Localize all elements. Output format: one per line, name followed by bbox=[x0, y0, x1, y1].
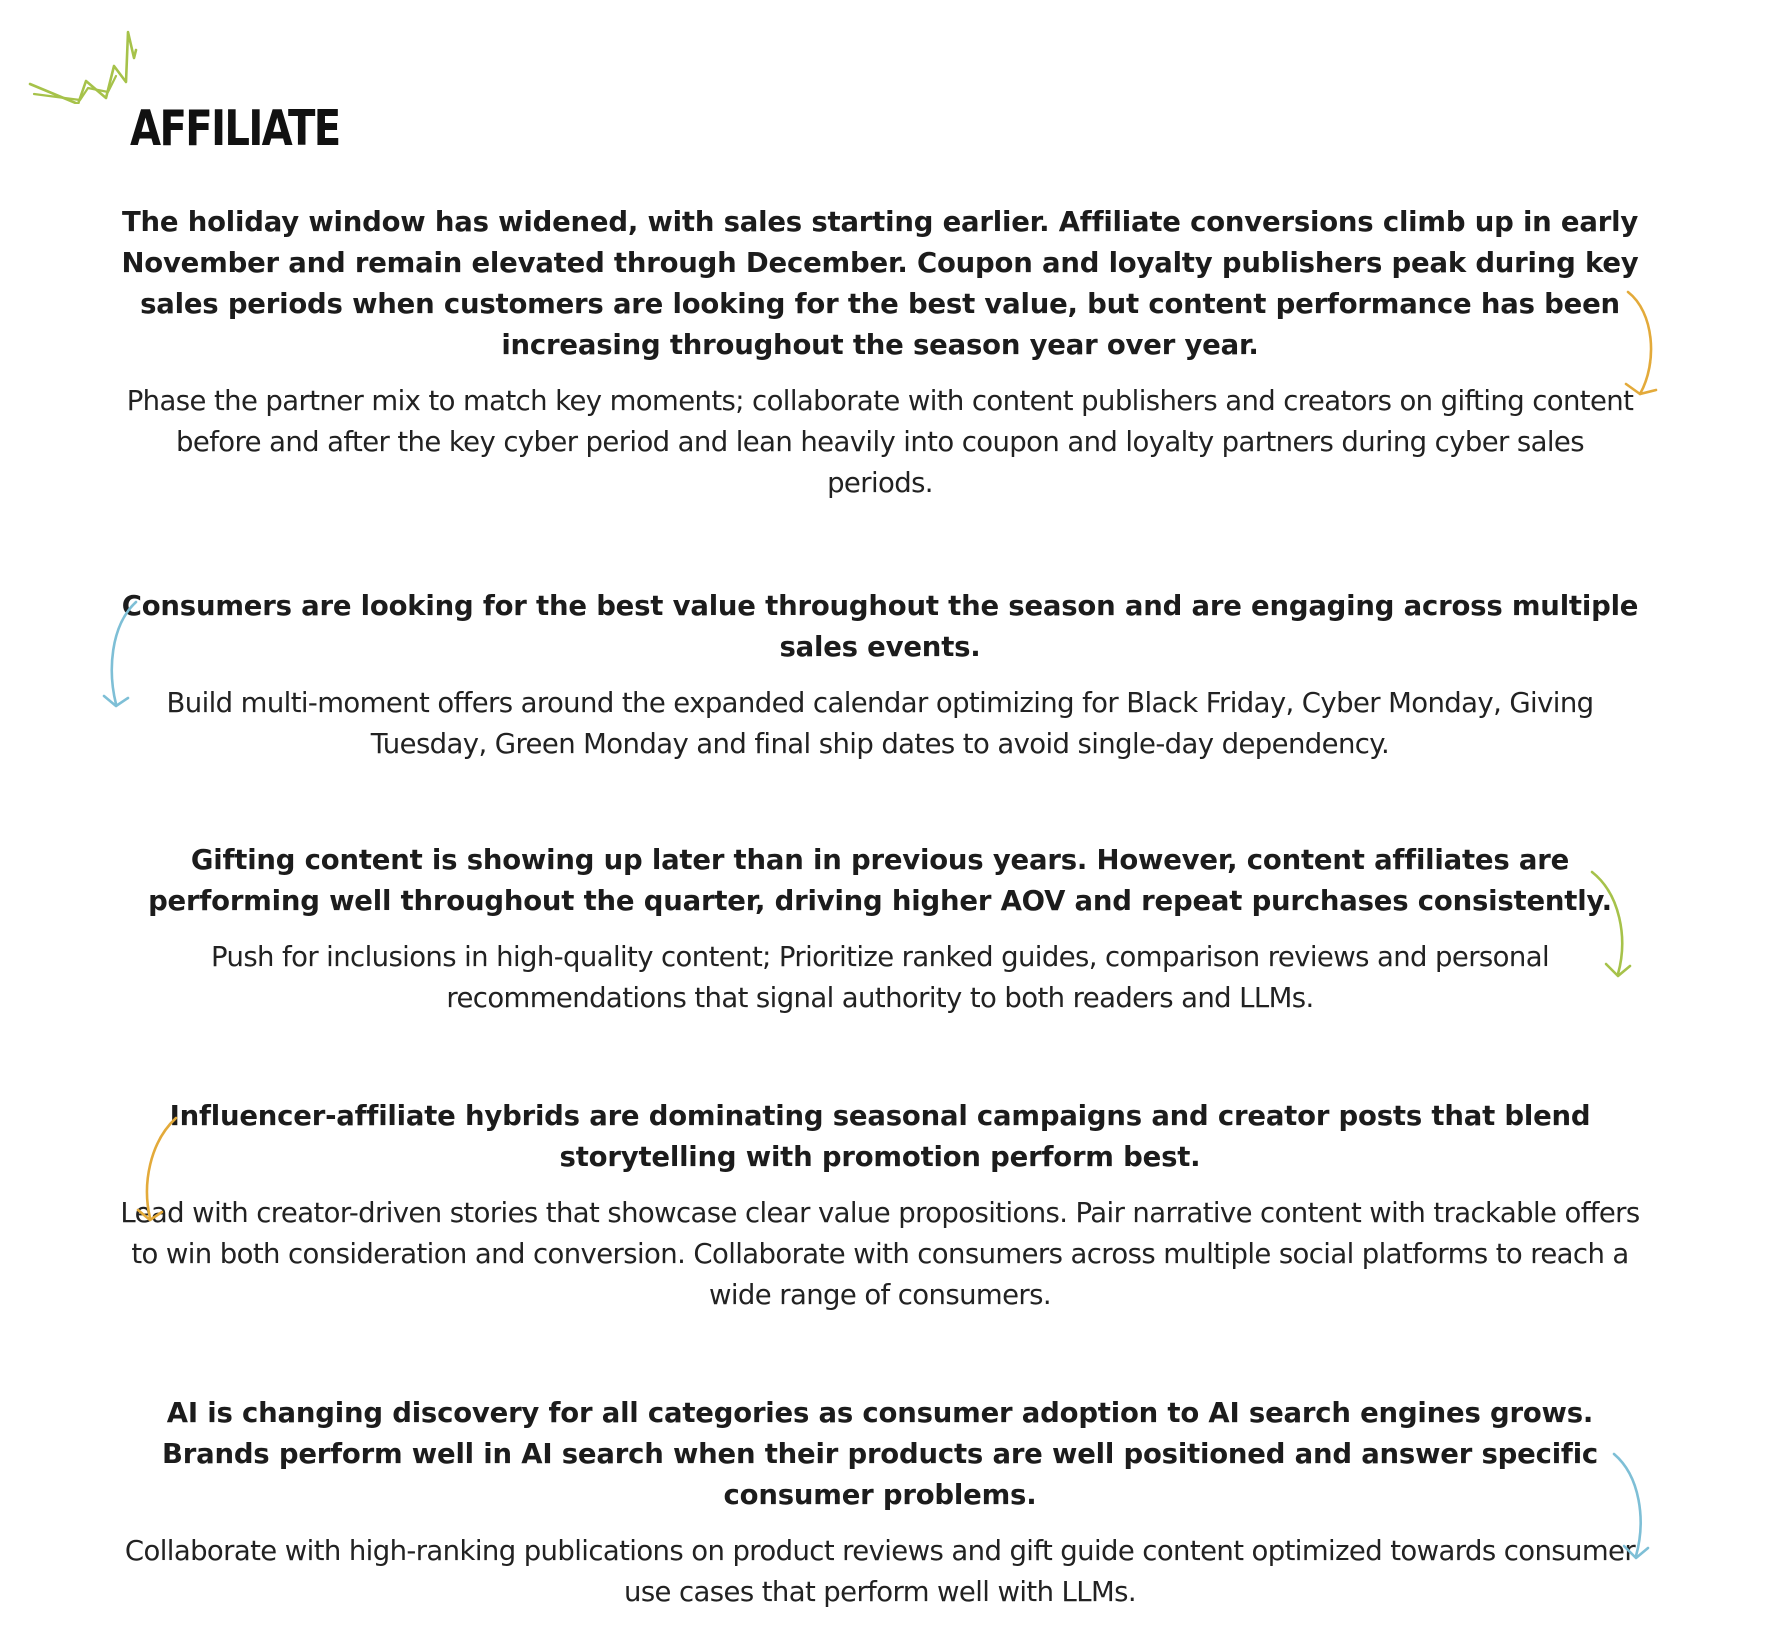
insight-recommendation: Lead with creator-driven stories that showcase clear value propositions. Pair narrative content with trackable offers to win both consideration and conversion. Collaborate with consumers across multiple social platforms to reach a wide range of consumers. bbox=[120, 1197, 1640, 1311]
curved-arrow-icon bbox=[134, 1112, 186, 1230]
insight-section-2 bbox=[120, 586, 1640, 765]
curved-arrow-icon bbox=[1618, 286, 1670, 406]
insight-recommendation: Build multi-moment offers around the expanded calendar optimizing for Black Friday, Cyber Monday, Giving Tuesday, Green Monday and final ship dates to avoid single-day dependency. bbox=[166, 687, 1594, 760]
insight-recommendation: Phase the partner mix to match key moments; collaborate with content publishers and creators on gifting content before and after the key cyber period and lean heavily into coupon and loyalty partners during cyber sales periods. bbox=[126, 385, 1634, 499]
insight-headline: Gifting content is showing up later than in previous years. However, content affiliates are performing well throughout the quarter, driving higher AOV and repeat purchases consistently. bbox=[148, 844, 1612, 917]
insight-headline: AI is changing discovery for all categories as consumer adoption to AI search engines grows. Brands perform well in AI search when their products are well positioned and answer specific consumer problems. bbox=[161, 1397, 1599, 1511]
page-title: AFFILIATE bbox=[130, 100, 340, 157]
insight-recommendation: Push for inclusions in high-quality content; Prioritize ranked guides, comparison reviews and personal recommendations that signal authority to both readers and LLMs. bbox=[211, 941, 1549, 1014]
insight-section-4 bbox=[120, 1096, 1640, 1316]
curved-arrow-icon bbox=[98, 596, 148, 714]
insight-section-3 bbox=[120, 840, 1640, 1019]
insight-headline: Consumers are looking for the best value throughout the season and are engaging across multiple sales events. bbox=[121, 590, 1639, 663]
insight-recommendation: Collaborate with high-ranking publications on product reviews and gift guide content optimized towards consumer use cases that perform well with LLMs. bbox=[124, 1535, 1636, 1608]
curved-arrow-icon bbox=[1606, 1448, 1662, 1568]
insight-section-1 bbox=[120, 202, 1640, 504]
insight-headline: The holiday window has widened, with sales starting earlier. Affiliate conversions climb up in early November and remain elevated through December. Coupon and loyalty publishers peak during key sales periods when customers are looking for the best value, but content performance has been increasing throughout the season year over year. bbox=[121, 206, 1639, 361]
insight-section-5 bbox=[120, 1393, 1640, 1613]
curved-arrow-icon bbox=[1584, 866, 1640, 986]
sparkle-burst-icon bbox=[28, 26, 138, 104]
insight-headline: Influencer-affiliate hybrids are dominating seasonal campaigns and creator posts that blend storytelling with promotion perform best. bbox=[169, 1100, 1591, 1173]
